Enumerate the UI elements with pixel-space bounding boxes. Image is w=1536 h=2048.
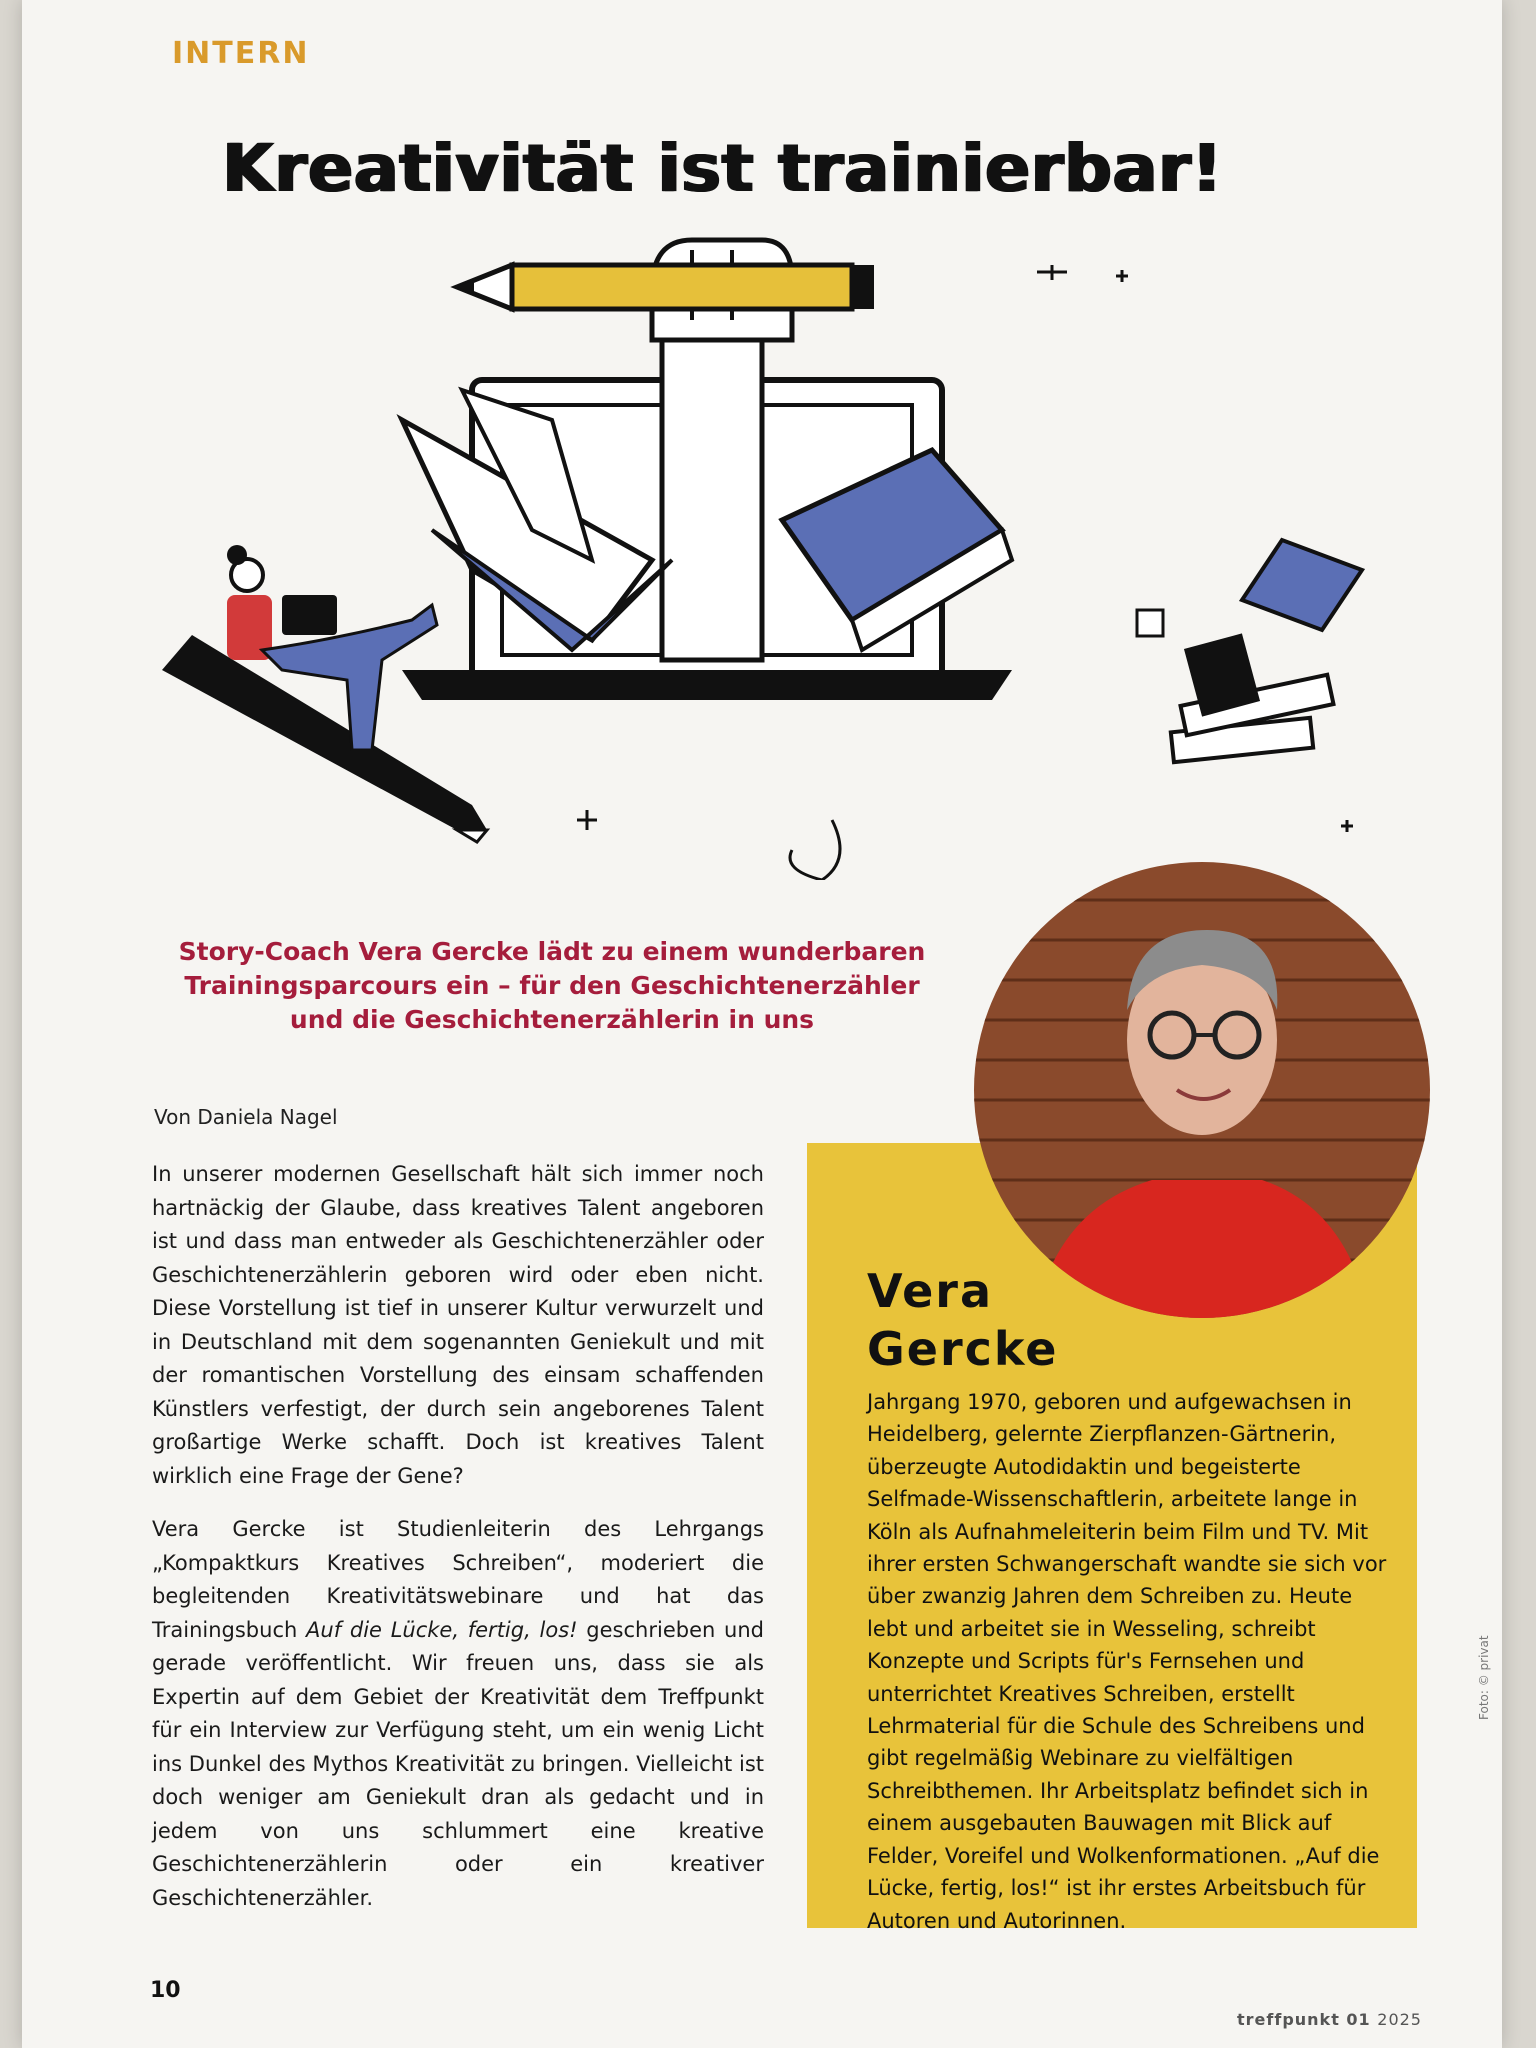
pencil-icon	[457, 265, 874, 309]
section-label: INTERN	[172, 36, 310, 71]
byline: Von Daniela Nagel	[154, 1105, 338, 1129]
portrait-photo	[972, 860, 1452, 1330]
magazine-footer: treffpunkt 01 2025	[1237, 2010, 1422, 2029]
book-stack-icon	[1137, 540, 1362, 762]
bio-text: Jahrgang 1970, geboren und aufgewachsen in Heidelberg, gelernte Zierpflanzen-Gärtnerin, überzeugte Autodidaktin und begeisterte Selfmade-Wissenschaftlerin, arbeitete lange in Köln als Aufnahmeleiterin beim Film und TV. Mit ihrer ersten Schwangerschaft wandte sie sich vor über zwanzig Jahren dem Schreiben zu. Heute lebt und arbeitet sie in Wesseling, schreibt Konzepte und Scripts für's Fernsehen und unterrichtet Kreatives Schreiben, erstellt Lehrmaterial für die Schule des Schreibens und gibt regelmäßig Webinare zu vielfältigen Schreibthemen. Ihr Arbeitsplatz befindet sich in einem ausgebauten Bauwagen mit Blick auf Felder, Voreifel und Wolkenformationen. „Auf die Lücke, fertig, los!“ ist ihr erstes Arbeitsbuch für Autoren und Autorinnen.	[867, 1390, 1387, 1933]
article-headline: Kreativität ist trainierbar!	[222, 130, 1223, 207]
body-paragraph-1: In unserer modernen Gesellschaft hält sich immer noch hartnäckig der Glaube, dass kreatives Talent angeboren ist und dass man entweder als Geschichtenerzähler oder Geschichtenerzählerin geboren wird oder eben nicht. Diese Vorstellung ist tief in unserer Kultur verwurzelt und in Deutschland mit dem sogenannten Geniekult und mit der romantischen Vorstellung des einsam schaffenden Künstlers verfestigt, der durch sein angeborenes Talent großartige Werke schafft. Doch ist kreatives Talent wirklich eine Frage der Gene?	[152, 1162, 764, 1488]
creativity-illustration	[132, 230, 1392, 880]
page-number: 10	[150, 1978, 181, 2003]
article-body	[152, 1158, 764, 1935]
book-title: Auf die Lücke, fertig, los!	[306, 1617, 578, 1642]
arrow-icon	[790, 820, 840, 880]
magazine-page	[22, 0, 1502, 2048]
article-lead: Story-Coach Vera Gercke lädt zu einem wunderbaren Trainingsparcours ein – für den Geschichtenerzähler und die Geschichtenerzählerin in uns	[178, 937, 926, 1034]
photo-credit: Foto: © privat	[1477, 1635, 1491, 1720]
body-paragraph-2: Vera Gercke ist Studienleiterin des Lehrgangs „Kompaktkurs Kreatives Schreiben“, moderiert die begleitenden Kreativitätswebinare und hat das Trainingsbuch Auf die Lücke, fertig, los! geschrieben und gerade veröffentlicht. Wir freuen uns, dass sie als Expertin auf dem Gebiet der Kreativität dem Treffpunkt für ein Interview zur Verfügung steht, um ein wenig Licht ins Dunkel des Mythos Kreativität zu bringen. Vielleicht ist doch weniger am Geniekult dran als gedacht und in jedem von uns schlummert eine kreative Geschichtenerzählerin oder ein kreativer Geschichtenerzähler.	[152, 1517, 764, 1910]
bio-name: Vera Gercke	[867, 1264, 1059, 1376]
